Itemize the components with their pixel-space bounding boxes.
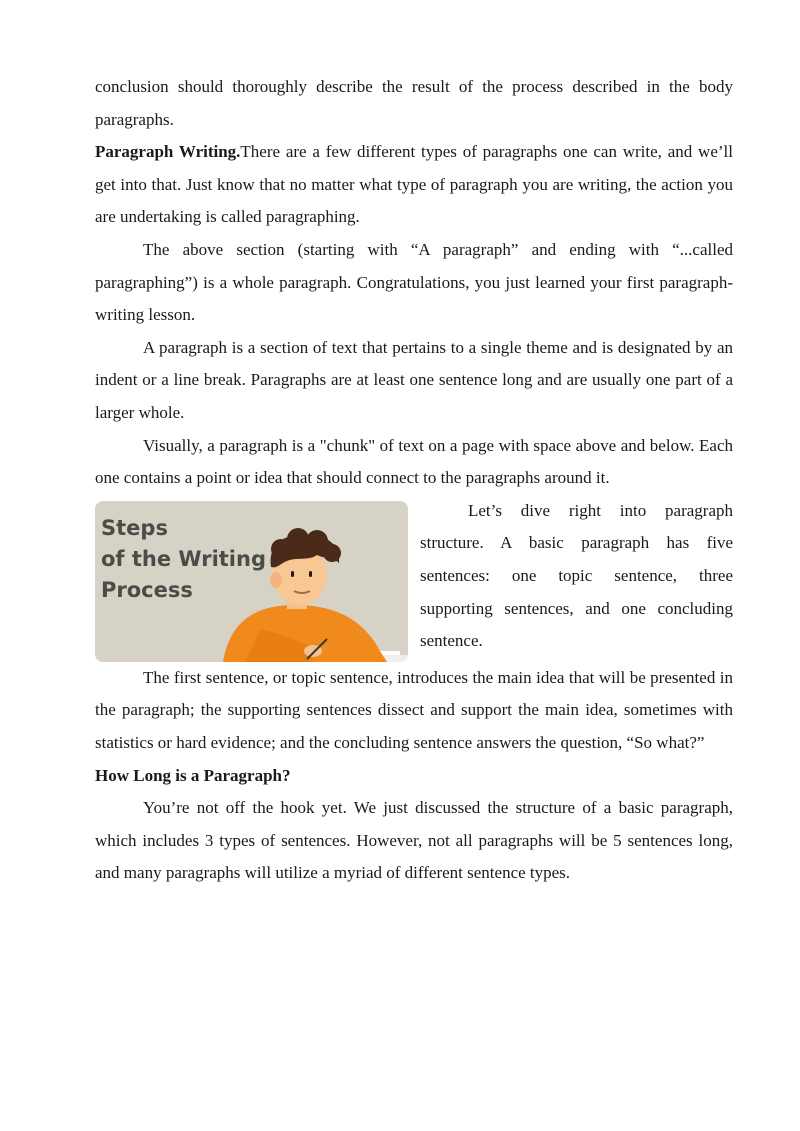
paragraph-conclusion: conclusion should thoroughly describe the result of the process described in the body paragraphs.	[95, 77, 733, 129]
figure-title: Steps of the Writing Process	[101, 515, 266, 602]
paragraph-definition: A paragraph is a section of text that pertains to a single theme and is designated by an indent or a line break. Paragraphs are at least one sentence long and are usually one part of a larger whole.	[95, 337, 733, 422]
paragraph-structure: Let’s dive right into paragraph structure. A basic paragraph has five sentences: one topic sentence, three supporting sentences, and one concluding sentence.	[420, 500, 733, 651]
paragraph-how-long: You’re not off the hook yet. We just discussed the structure of a basic paragraph, which includes 3 types of sentences. However, not all paragraphs will be 5 sentences long, and many paragraphs will utilize a myriad of different sentence types.	[95, 798, 733, 883]
section-heading: How Long is a Paragraph?	[95, 765, 291, 785]
paragraph-writing	[95, 136, 733, 234]
paragraph-writing-text: There are a few different types of paragraphs one can write, and we’ll get into that. Just know that no matter what type of paragraph you are writing, the action you are undertaking is called paragraphing.	[95, 142, 733, 227]
writing-process-figure	[95, 501, 408, 662]
document-page	[95, 71, 733, 890]
paragraph-topic-sentence: The first sentence, or topic sentence, introduces the main idea that will be presented in the paragraph; the supporting sentences dissect and support the main idea, sometimes with statistics or hard evidence; and the concluding sentence answers the question, “So what?”	[95, 667, 733, 752]
paragraph-writing-lead: Paragraph Writing.	[95, 142, 241, 162]
figure-text-block	[95, 495, 733, 662]
paragraph-visually: Visually, a paragraph is a "chunk" of text on a page with space above and below. Each one contains a point or idea that should connect to the paragraphs around it.	[95, 435, 733, 488]
paragraph-above-section: The above section (starting with “A paragraph” and ending with “...called paragraphing”) is a whole paragraph. Congratulations, you just learned your first paragraph-writing lesson.	[95, 239, 733, 325]
